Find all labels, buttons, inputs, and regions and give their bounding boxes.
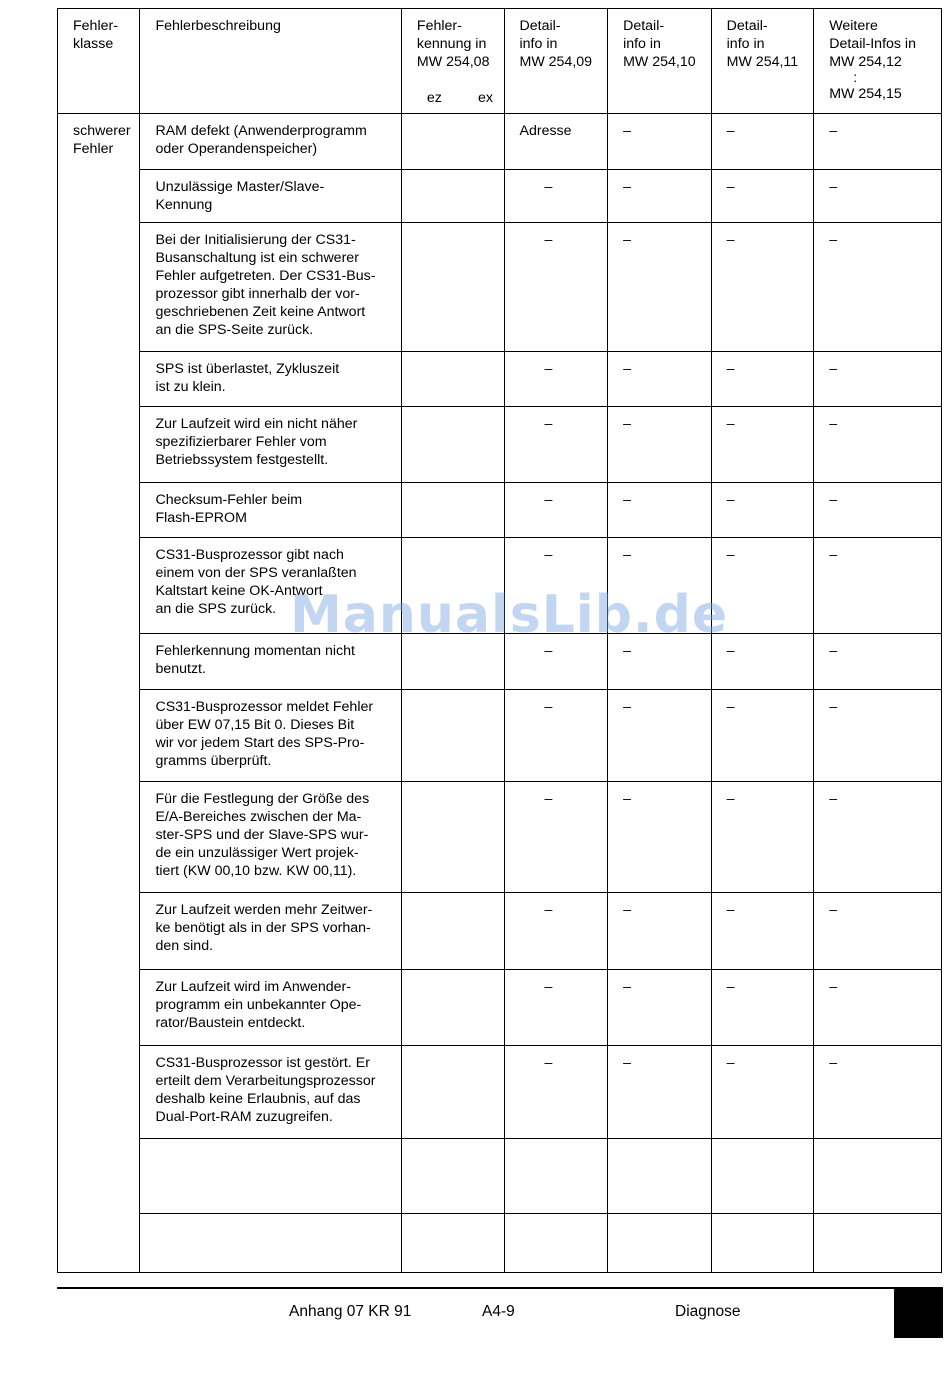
detail-09-cell — [504, 407, 608, 483]
description-cell-text: Unzulässige Master/Slave- Kennung — [155, 179, 325, 213]
detail-10-cell-text: – — [623, 643, 631, 659]
detail-12-cell — [814, 114, 942, 170]
detail-09-cell-text: – — [544, 902, 553, 918]
detail-12-cell — [814, 1139, 942, 1214]
detail-11-cell — [711, 1046, 814, 1139]
detail-12-cell-text: – — [829, 699, 838, 715]
description-cell-text: CS31-Busprozessor ist gestört. Er erteilt dem Verarbeitungsprozessor deshalb keine Erlaubnis, auf das Dual-Port-RAM zuzugreifen. — [155, 1055, 376, 1125]
header-detail-11: Detail- info in MW 254,11 — [711, 9, 814, 114]
detail-11-cell-text: – — [726, 902, 735, 918]
detail-09-cell — [504, 538, 608, 634]
detail-10-cell-text: – — [623, 1055, 631, 1071]
header-fehlerklasse: Fehler- klasse — [58, 9, 140, 114]
kennung-cell — [401, 538, 504, 634]
detail-09-cell-text: – — [544, 416, 553, 432]
detail-09-cell-text: – — [544, 791, 553, 807]
detail-11-cell-text: – — [726, 179, 735, 195]
description-cell-text: Für die Festlegung der Größe des E/A-Bereiches zwischen der Ma- ster-SPS und der Slave-SPS wur- de ein unzulässiger Wert projek- tiert (KW 00,10 bzw. KW 00,11). — [155, 791, 370, 879]
description-cell — [140, 1046, 401, 1139]
detail-10-cell — [608, 1214, 712, 1273]
description-cell — [140, 407, 401, 483]
detail-12-cell — [814, 352, 942, 407]
detail-11-cell-text: – — [726, 416, 735, 432]
detail-12-cell-text: – — [829, 902, 838, 918]
header-weitere-end: MW 254,15 — [829, 86, 902, 102]
detail-12-cell-text: – — [829, 179, 838, 195]
fehlerklasse-cell — [58, 114, 140, 1273]
detail-12-cell-text: – — [829, 979, 838, 995]
description-cell — [140, 690, 401, 782]
footer-rule — [57, 1287, 895, 1289]
detail-11-cell — [711, 483, 814, 538]
kennung-cell — [401, 1139, 504, 1214]
detail-12-cell-text: – — [829, 123, 838, 139]
detail-11-cell — [711, 223, 814, 352]
detail-10-cell — [608, 352, 712, 407]
kennung-cell — [401, 634, 504, 690]
description-cell-text: Zur Laufzeit werden mehr Zeitwer- ke benötigt als in der SPS vorhan- den sind. — [155, 902, 373, 954]
detail-11-cell-text: – — [726, 791, 735, 807]
kennung-cell — [401, 1046, 504, 1139]
footer-document-name: Anhang 07 KR 91 — [289, 1303, 412, 1320]
kennung-cell — [401, 970, 504, 1046]
fehlerklasse-value: schwerer Fehler — [73, 123, 131, 157]
footer-chapter: Diagnose — [675, 1303, 741, 1320]
header-kennung: Fehler- kennung in MW 254,08 ez ex — [401, 9, 504, 114]
kennung-cell — [401, 1214, 504, 1273]
detail-11-cell-text: – — [726, 1055, 735, 1071]
detail-12-cell — [814, 170, 942, 223]
table-header-row — [58, 9, 942, 114]
detail-10-cell — [608, 407, 712, 483]
kennung-cell — [401, 690, 504, 782]
detail-10-cell-text: – — [623, 232, 631, 248]
detail-10-cell-text: – — [623, 902, 631, 918]
table-row — [58, 634, 942, 690]
kennung-cell — [401, 223, 504, 352]
description-cell-text: Checksum-Fehler beim Flash-EPROM — [155, 492, 303, 526]
footer-black-tab — [894, 1287, 943, 1338]
description-cell — [140, 352, 401, 407]
detail-11-cell-text: – — [726, 123, 735, 139]
detail-11-cell — [711, 1214, 814, 1273]
detail-12-cell — [814, 483, 942, 538]
kennung-cell — [401, 483, 504, 538]
kennung-cell — [401, 170, 504, 223]
description-cell — [140, 634, 401, 690]
detail-10-cell — [608, 170, 712, 223]
detail-09-cell-text: – — [544, 179, 553, 195]
description-cell-text: SPS ist überlastet, Zykluszeit ist zu klein. — [155, 361, 340, 395]
header-ez: ez — [426, 90, 442, 106]
detail-09-cell — [504, 352, 608, 407]
description-cell-text: CS31-Busprozessor meldet Fehler über EW 07,15 Bit 0. Dieses Bit wir vor jedem Start des SPS-Pro- gramms überprüft. — [155, 699, 374, 769]
detail-10-cell — [608, 782, 712, 893]
detail-09-cell-text: – — [544, 979, 553, 995]
detail-10-cell — [608, 893, 712, 970]
kennung-cell — [401, 782, 504, 893]
detail-09-cell-text: – — [544, 547, 553, 563]
detail-09-cell — [504, 170, 608, 223]
detail-11-cell — [711, 970, 814, 1046]
detail-10-cell — [608, 483, 712, 538]
description-cell-text: CS31-Busprozessor gibt nach einem von der SPS veranlaßten Kaltstart keine OK-Antwort an die SPS zurück. — [155, 547, 357, 617]
table-row — [58, 538, 942, 634]
watermark: ManualsLib.de — [290, 585, 729, 645]
detail-10-cell-text: – — [623, 123, 631, 139]
header-detail-09: Detail- info in MW 254,09 — [504, 9, 608, 114]
table-row — [58, 893, 942, 970]
kennung-cell — [401, 893, 504, 970]
detail-12-cell — [814, 690, 942, 782]
description-cell — [140, 970, 401, 1046]
detail-10-cell — [608, 538, 712, 634]
description-cell-text: Zur Laufzeit wird ein nicht näher spezifizierbarer Fehler vom Betriebssystem festgestellt. — [155, 416, 358, 468]
detail-10-cell-text: – — [623, 791, 631, 807]
detail-10-cell-text: – — [623, 979, 631, 995]
detail-10-cell — [608, 223, 712, 352]
detail-11-cell-text: – — [726, 699, 735, 715]
detail-11-cell — [711, 893, 814, 970]
detail-09-cell — [504, 782, 608, 893]
description-cell — [140, 1139, 401, 1214]
detail-10-cell — [608, 1046, 712, 1139]
detail-12-cell — [814, 223, 942, 352]
detail-12-cell-text: – — [829, 416, 838, 432]
detail-11-cell-text: – — [726, 361, 735, 377]
detail-11-cell — [711, 352, 814, 407]
table-row — [58, 1139, 942, 1214]
description-cell — [140, 782, 401, 893]
header-weitere-colon: : — [853, 70, 858, 86]
description-cell — [140, 483, 401, 538]
description-cell — [140, 170, 401, 223]
table-row — [58, 352, 942, 407]
kennung-cell — [401, 352, 504, 407]
description-cell — [140, 114, 401, 170]
detail-12-cell-text: – — [829, 361, 838, 377]
detail-12-cell-text: – — [829, 643, 838, 659]
detail-11-cell-text: – — [726, 547, 735, 563]
detail-11-cell-text: – — [726, 979, 735, 995]
detail-11-cell-text: – — [726, 232, 735, 248]
description-cell — [140, 1214, 401, 1273]
detail-09-cell — [504, 114, 608, 170]
detail-12-cell-text: – — [829, 791, 838, 807]
detail-11-cell — [711, 170, 814, 223]
detail-12-cell — [814, 407, 942, 483]
detail-09-cell-text: – — [544, 1055, 553, 1071]
description-cell — [140, 893, 401, 970]
detail-09-cell — [504, 483, 608, 538]
header-detail-10: Detail- info in MW 254,10 — [608, 9, 712, 114]
detail-09-cell — [504, 970, 608, 1046]
description-cell-text: Zur Laufzeit wird im Anwender- programm ein unbekannter Ope- rator/Baustein entdeckt. — [155, 979, 362, 1031]
description-cell — [140, 223, 401, 352]
detail-10-cell-text: – — [623, 492, 631, 508]
detail-11-cell — [711, 782, 814, 893]
detail-09-cell — [504, 690, 608, 782]
detail-12-cell-text: – — [829, 232, 838, 248]
detail-10-cell — [608, 634, 712, 690]
detail-09-cell — [504, 893, 608, 970]
header-weitere: Weitere Detail-Infos in MW 254,12 : MW 254,15 — [814, 9, 942, 114]
table-row — [58, 170, 942, 223]
detail-10-cell-text: – — [623, 361, 631, 377]
detail-10-cell — [608, 970, 712, 1046]
table-row — [58, 483, 942, 538]
detail-09-cell-text: – — [544, 361, 553, 377]
kennung-cell — [401, 114, 504, 170]
table-row — [58, 1214, 942, 1273]
detail-11-cell — [711, 407, 814, 483]
description-cell — [140, 538, 401, 634]
detail-10-cell-text: – — [623, 179, 631, 195]
detail-09-cell-text: Adresse — [519, 123, 572, 139]
detail-12-cell — [814, 634, 942, 690]
detail-11-cell — [711, 690, 814, 782]
detail-11-cell-text: – — [726, 643, 735, 659]
detail-11-cell-text: – — [726, 492, 735, 508]
description-cell-text: Bei der Initialisierung der CS31- Busanschaltung ist ein schwerer Fehler aufgetreten. Der CS31-Bus- prozessor gibt innerhalb der vor- geschriebenen Zeit keine Antwort an die SPS-Seite zurück. — [155, 232, 376, 338]
detail-10-cell — [608, 1139, 712, 1214]
detail-12-cell — [814, 893, 942, 970]
detail-12-cell — [814, 970, 942, 1046]
detail-12-cell — [814, 1214, 942, 1273]
description-cell-text: Fehlerkennung momentan nicht benutzt. — [155, 643, 355, 677]
table-row — [58, 223, 942, 352]
header-beschreibung: Fehlerbeschreibung — [140, 9, 401, 114]
table-row — [58, 1046, 942, 1139]
detail-09-cell — [504, 223, 608, 352]
detail-11-cell — [711, 1139, 814, 1214]
detail-11-cell — [711, 538, 814, 634]
detail-12-cell — [814, 782, 942, 893]
detail-12-cell — [814, 538, 942, 634]
header-ex: ex — [477, 90, 493, 106]
detail-11-cell — [711, 634, 814, 690]
table-row — [58, 690, 942, 782]
detail-10-cell-text: – — [623, 547, 631, 563]
detail-12-cell-text: – — [829, 547, 838, 563]
table-row — [58, 970, 942, 1046]
table-row — [58, 114, 942, 170]
detail-09-cell — [504, 634, 608, 690]
detail-10-cell-text: – — [623, 416, 631, 432]
detail-10-cell — [608, 114, 712, 170]
detail-09-cell-text: – — [544, 643, 553, 659]
table-row — [58, 407, 942, 483]
detail-11-cell — [711, 114, 814, 170]
table-row — [58, 782, 942, 893]
detail-10-cell — [608, 690, 712, 782]
detail-12-cell-text: – — [829, 1055, 838, 1071]
detail-09-cell — [504, 1046, 608, 1139]
detail-09-cell — [504, 1139, 608, 1214]
detail-12-cell-text: – — [829, 492, 838, 508]
detail-09-cell — [504, 1214, 608, 1273]
error-table — [57, 8, 942, 1273]
detail-12-cell — [814, 1046, 942, 1139]
description-cell-text: RAM defekt (Anwenderprogramm oder Operandenspeicher) — [155, 123, 367, 157]
detail-09-cell-text: – — [544, 492, 553, 508]
kennung-cell — [401, 407, 504, 483]
detail-09-cell-text: – — [544, 699, 553, 715]
footer-page-number: A4-9 — [482, 1303, 515, 1320]
detail-10-cell-text: – — [623, 699, 631, 715]
detail-09-cell-text: – — [544, 232, 553, 248]
